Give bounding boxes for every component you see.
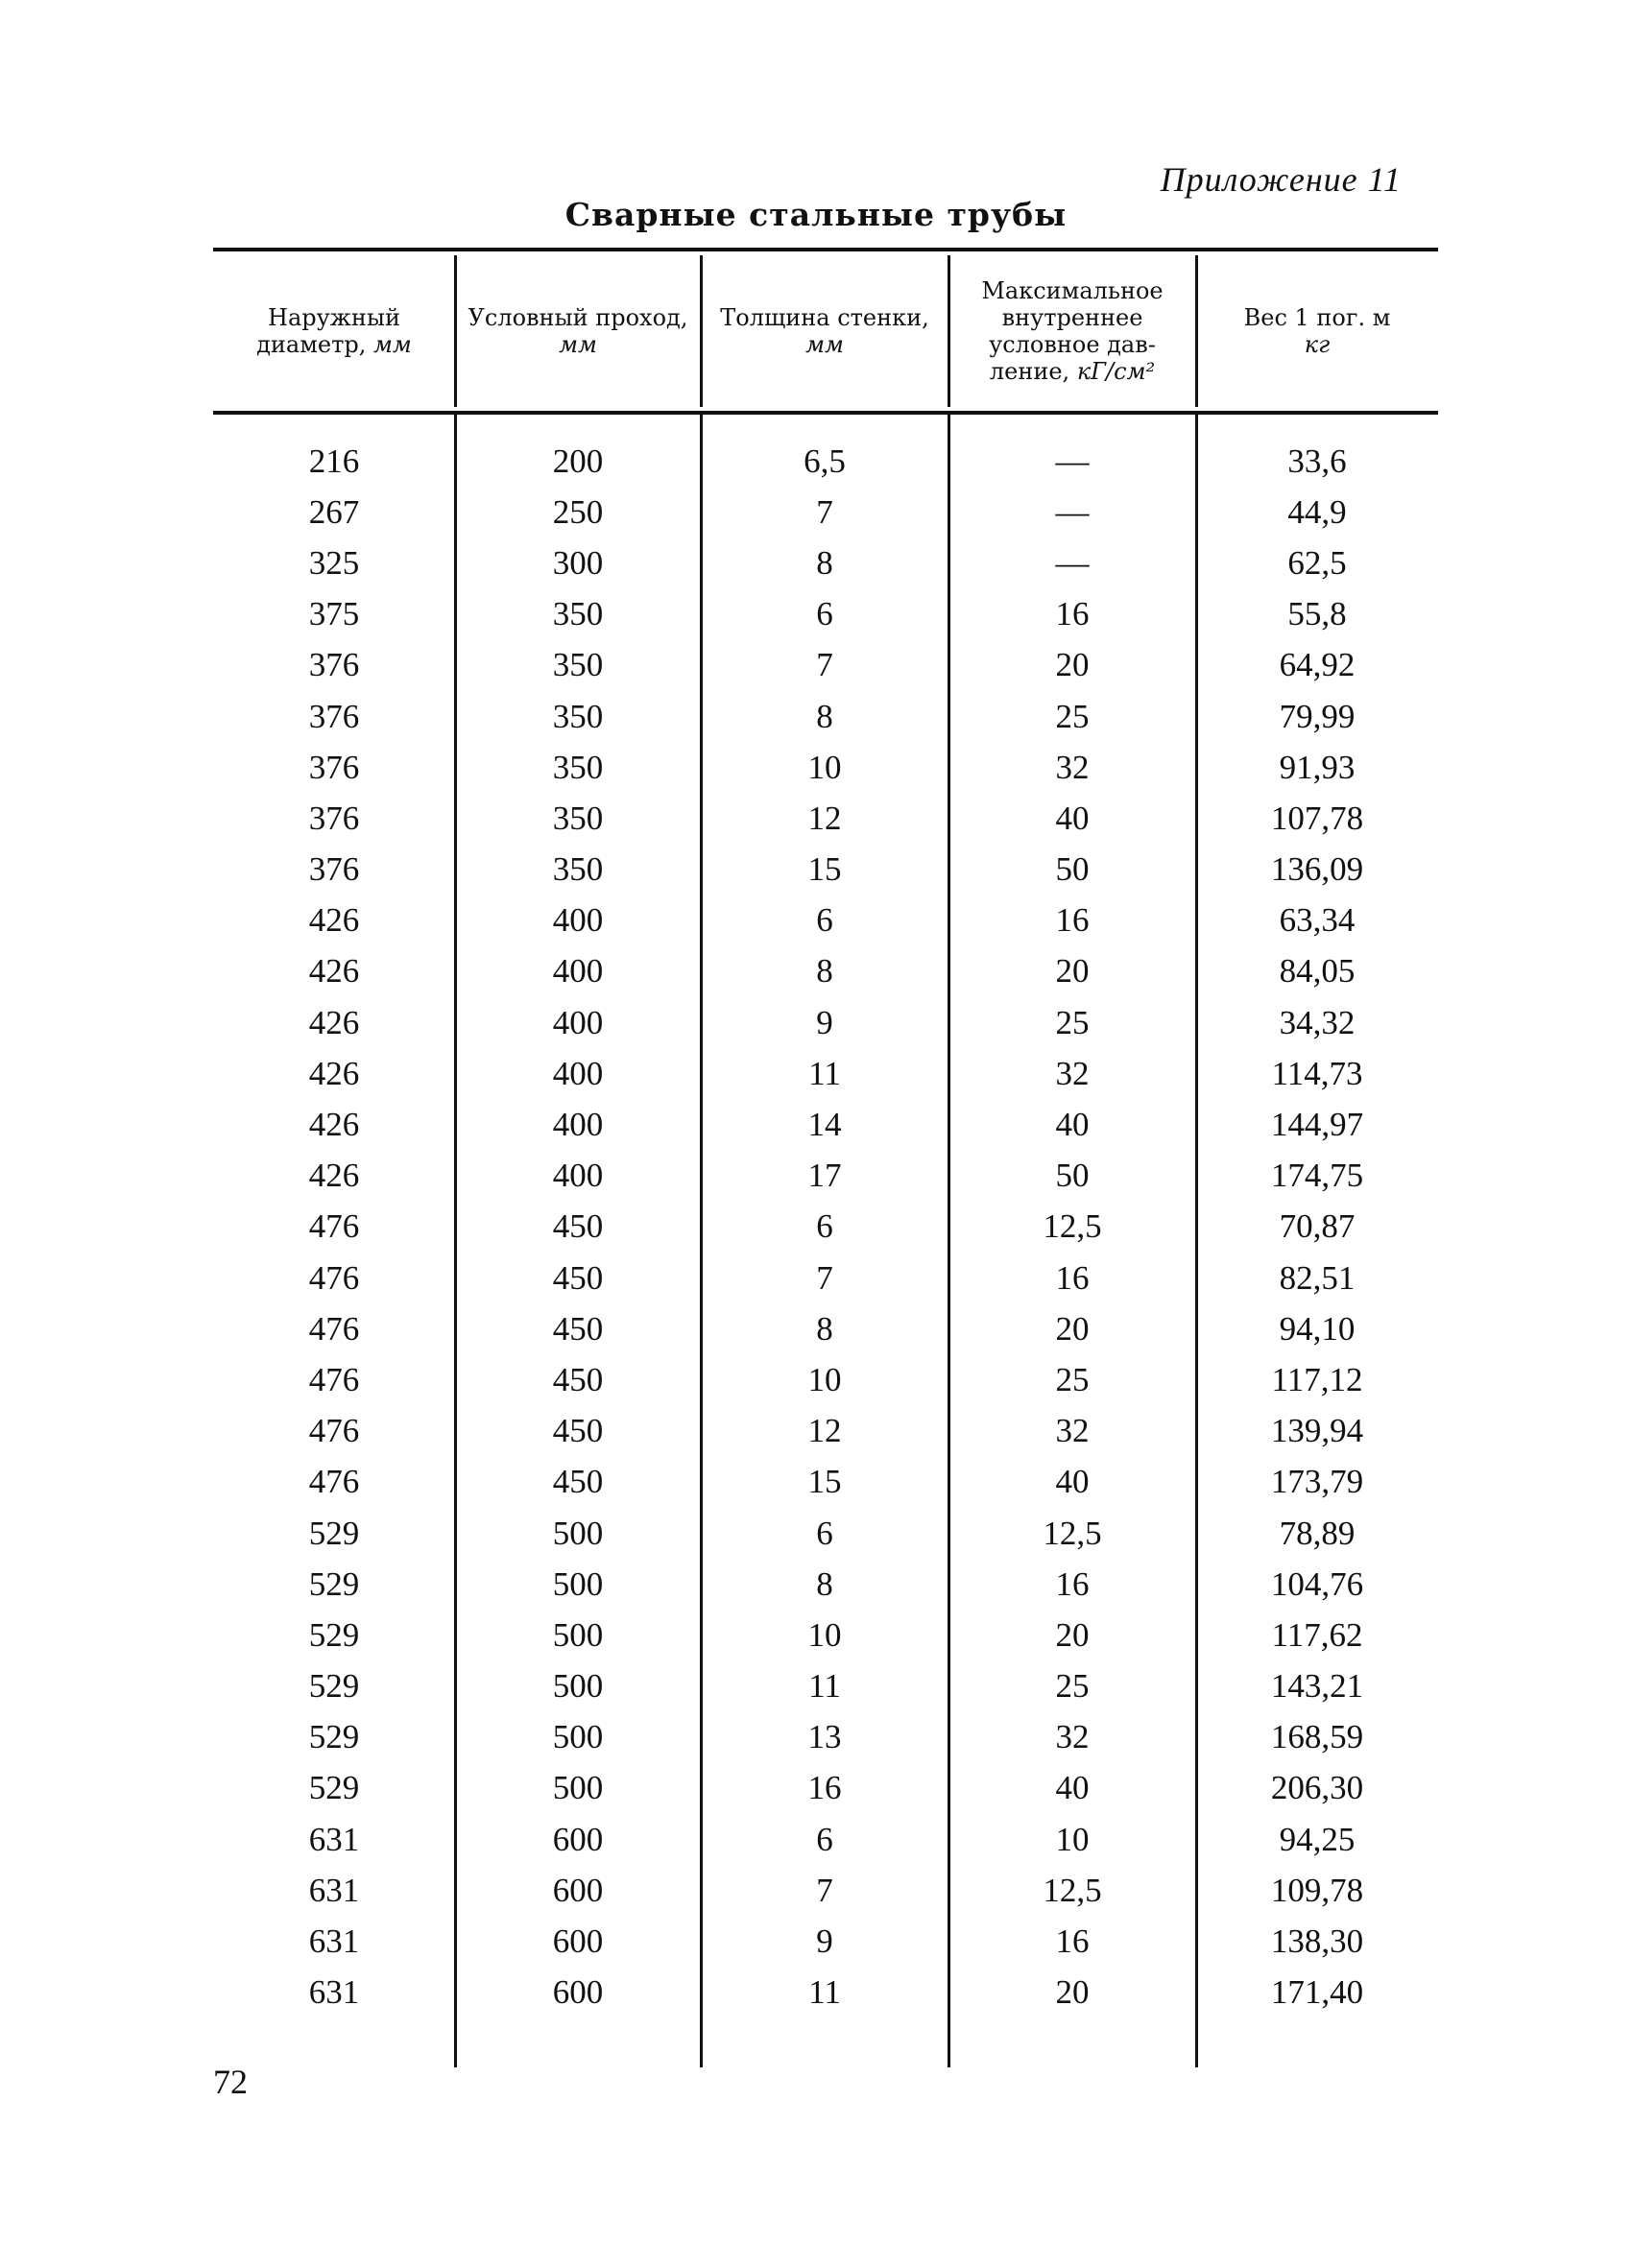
cell-weight: 168,59	[1270, 1718, 1364, 1756]
cell-nominal-bore: 400	[552, 901, 604, 940]
cell-nominal-bore: 450	[552, 1360, 604, 1398]
cell-max-pressure: 20	[1055, 1615, 1090, 1654]
cell-nominal-bore: 600	[552, 1973, 604, 2012]
cell-nominal-bore: 450	[552, 1463, 604, 1501]
cell-nominal-bore: 500	[552, 1718, 604, 1756]
cell-nominal-bore: 450	[552, 1309, 604, 1348]
cell-nominal-bore: 400	[552, 952, 604, 991]
cell-nominal-bore: 350	[552, 697, 604, 735]
cell-max-pressure: 32	[1055, 748, 1090, 786]
cell-weight: 62,5	[1287, 543, 1347, 582]
cell-max-pressure: 32	[1055, 1054, 1090, 1092]
header-column-divider	[454, 255, 457, 407]
cell-max-pressure: 12,5	[1043, 1871, 1102, 1909]
body-column-divider	[1195, 415, 1198, 2067]
cell-wall-thickness: 8	[816, 952, 833, 991]
cell-weight: 94,25	[1279, 1820, 1356, 1858]
cell-max-pressure: 20	[1055, 1973, 1090, 2012]
cell-outer-diameter: 426	[308, 1157, 360, 1195]
cell-wall-thickness: 9	[816, 1003, 833, 1041]
cell-nominal-bore: 400	[552, 1054, 604, 1092]
table-row	[213, 1610, 1438, 1660]
cell-wall-thickness: 6	[816, 595, 833, 633]
cell-nominal-bore: 500	[552, 1564, 604, 1603]
appendix-label: Приложение 11	[1160, 160, 1402, 199]
header-outer-diameter: Наружный диаметр, мм	[256, 304, 412, 358]
table-row	[213, 487, 1438, 537]
table-row	[213, 845, 1438, 895]
cell-max-pressure: —	[1055, 442, 1090, 480]
cell-nominal-bore: 400	[552, 1003, 604, 1041]
cell-nominal-bore: 400	[552, 1106, 604, 1144]
pipe-table	[213, 248, 1438, 2018]
cell-wall-thickness: 16	[807, 1769, 842, 1807]
cell-weight: 114,73	[1271, 1054, 1363, 1092]
cell-outer-diameter: 267	[308, 492, 360, 531]
cell-wall-thickness: 10	[807, 1360, 842, 1398]
cell-weight: 206,30	[1270, 1769, 1364, 1807]
cell-nominal-bore: 600	[552, 1820, 604, 1858]
cell-weight: 63,34	[1279, 901, 1356, 940]
cell-max-pressure: 20	[1055, 952, 1090, 991]
cell-wall-thickness: 11	[808, 1054, 841, 1092]
cell-nominal-bore: 350	[552, 799, 604, 837]
table-row	[213, 997, 1438, 1048]
cell-max-pressure: 40	[1055, 1106, 1090, 1144]
cell-max-pressure: 40	[1055, 1769, 1090, 1807]
cell-max-pressure: 12,5	[1043, 1514, 1102, 1552]
table-row	[213, 640, 1438, 691]
cell-outer-diameter: 426	[308, 952, 360, 991]
cell-outer-diameter: 476	[308, 1258, 360, 1297]
cell-max-pressure: 16	[1055, 901, 1090, 940]
cell-wall-thickness: 7	[816, 646, 833, 684]
cell-max-pressure: 16	[1055, 595, 1090, 633]
cell-max-pressure: 32	[1055, 1412, 1090, 1450]
cell-max-pressure: 10	[1055, 1820, 1090, 1858]
cell-weight: 44,9	[1287, 492, 1347, 531]
table-row	[213, 1508, 1438, 1559]
table-row	[213, 946, 1438, 997]
cell-max-pressure: —	[1055, 492, 1090, 531]
cell-outer-diameter: 476	[308, 1463, 360, 1501]
cell-outer-diameter: 376	[308, 646, 360, 684]
cell-outer-diameter: 529	[308, 1718, 360, 1756]
page-number: 72	[213, 2063, 248, 2101]
cell-nominal-bore: 500	[552, 1667, 604, 1706]
cell-outer-diameter: 529	[308, 1769, 360, 1807]
cell-max-pressure: 25	[1055, 1003, 1090, 1041]
cell-outer-diameter: 631	[308, 1922, 360, 1961]
cell-wall-thickness: 6	[816, 1820, 833, 1858]
table-row	[213, 1865, 1438, 1916]
cell-weight: 144,97	[1270, 1106, 1364, 1144]
cell-nominal-bore: 350	[552, 646, 604, 684]
table-row	[213, 1406, 1438, 1457]
cell-wall-thickness: 10	[807, 1615, 842, 1654]
cell-weight: 104,76	[1270, 1564, 1364, 1603]
cell-weight: 117,62	[1271, 1615, 1363, 1654]
table-row	[213, 742, 1438, 793]
cell-max-pressure: 50	[1055, 850, 1090, 889]
table-body	[213, 415, 1438, 2018]
cell-wall-thickness: 11	[808, 1973, 841, 2012]
table-row	[213, 1814, 1438, 1865]
cell-wall-thickness: 6	[816, 901, 833, 940]
cell-outer-diameter: 376	[308, 697, 360, 735]
cell-max-pressure: 16	[1055, 1564, 1090, 1603]
cell-nominal-bore: 350	[552, 595, 604, 633]
cell-wall-thickness: 15	[807, 850, 842, 889]
table-row	[213, 1099, 1438, 1150]
cell-max-pressure: 25	[1055, 1667, 1090, 1706]
table-header-row	[213, 251, 1438, 411]
table-row	[213, 1202, 1438, 1253]
table-row	[213, 1303, 1438, 1354]
cell-weight: 138,30	[1270, 1922, 1364, 1961]
cell-wall-thickness: 14	[807, 1106, 842, 1144]
cell-weight: 34,32	[1279, 1003, 1356, 1041]
table-row	[213, 1151, 1438, 1202]
cell-outer-diameter: 216	[308, 442, 360, 480]
cell-wall-thickness: 11	[808, 1667, 841, 1706]
cell-weight: 91,93	[1279, 748, 1356, 786]
header-column-divider	[700, 255, 703, 407]
cell-nominal-bore: 600	[552, 1922, 604, 1961]
cell-nominal-bore: 500	[552, 1615, 604, 1654]
cell-wall-thickness: 6	[816, 1514, 833, 1552]
body-column-divider	[700, 415, 703, 2067]
cell-max-pressure: 50	[1055, 1157, 1090, 1195]
cell-wall-thickness: 8	[816, 543, 833, 582]
cell-outer-diameter: 529	[308, 1564, 360, 1603]
cell-outer-diameter: 376	[308, 748, 360, 786]
cell-max-pressure: —	[1055, 543, 1090, 582]
cell-nominal-bore: 350	[552, 748, 604, 786]
cell-weight: 143,21	[1270, 1667, 1364, 1706]
cell-outer-diameter: 426	[308, 1054, 360, 1092]
cell-wall-thickness: 8	[816, 1564, 833, 1603]
cell-nominal-bore: 500	[552, 1769, 604, 1807]
cell-outer-diameter: 529	[308, 1615, 360, 1654]
cell-weight: 33,6	[1287, 442, 1347, 480]
cell-weight: 70,87	[1279, 1207, 1356, 1246]
cell-wall-thickness: 7	[816, 1258, 833, 1297]
table-row	[213, 589, 1438, 640]
cell-max-pressure: 40	[1055, 799, 1090, 837]
cell-wall-thickness: 10	[807, 748, 842, 786]
cell-wall-thickness: 9	[816, 1922, 833, 1961]
cell-outer-diameter: 375	[308, 595, 360, 633]
cell-weight: 107,78	[1270, 799, 1364, 837]
table-row	[213, 691, 1438, 742]
cell-nominal-bore: 600	[552, 1871, 604, 1909]
table-row	[213, 436, 1438, 487]
cell-wall-thickness: 17	[807, 1157, 842, 1195]
header-weight-per-meter: Вес 1 пог. м кг	[1243, 304, 1391, 358]
cell-wall-thickness: 15	[807, 1463, 842, 1501]
cell-outer-diameter: 529	[308, 1667, 360, 1706]
cell-wall-thickness: 6,5	[804, 442, 846, 480]
cell-nominal-bore: 250	[552, 492, 604, 531]
cell-weight: 117,12	[1271, 1360, 1363, 1398]
table-row	[213, 1763, 1438, 1814]
cell-outer-diameter: 426	[308, 1003, 360, 1041]
body-column-divider	[454, 415, 457, 2067]
cell-weight: 136,09	[1270, 850, 1364, 889]
cell-outer-diameter: 631	[308, 1820, 360, 1858]
table-row	[213, 1457, 1438, 1508]
cell-weight: 79,99	[1279, 697, 1356, 735]
cell-max-pressure: 16	[1055, 1922, 1090, 1961]
table-row	[213, 793, 1438, 844]
table-row	[213, 1712, 1438, 1763]
cell-wall-thickness: 6	[816, 1207, 833, 1246]
cell-weight: 94,10	[1279, 1309, 1356, 1348]
header-nominal-bore: Условный проход, мм	[468, 304, 688, 358]
cell-outer-diameter: 426	[308, 901, 360, 940]
header-max-pressure: Максимальное внутреннее условное дав-ление, кГ/см²	[981, 277, 1164, 385]
header-wall-thickness: Толщина стенки, мм	[720, 304, 929, 358]
table-row	[213, 895, 1438, 946]
cell-weight: 174,75	[1270, 1157, 1364, 1195]
cell-weight: 171,40	[1270, 1973, 1364, 2012]
cell-max-pressure: 20	[1055, 646, 1090, 684]
table-row	[213, 1253, 1438, 1303]
cell-outer-diameter: 476	[308, 1207, 360, 1246]
cell-outer-diameter: 325	[308, 543, 360, 582]
table-row	[213, 1661, 1438, 1712]
body-column-divider	[948, 415, 950, 2067]
cell-max-pressure: 25	[1055, 697, 1090, 735]
cell-outer-diameter: 476	[308, 1412, 360, 1450]
cell-outer-diameter: 476	[308, 1309, 360, 1348]
cell-max-pressure: 20	[1055, 1309, 1090, 1348]
cell-weight: 173,79	[1270, 1463, 1364, 1501]
cell-wall-thickness: 12	[807, 1412, 842, 1450]
cell-nominal-bore: 450	[552, 1412, 604, 1450]
cell-outer-diameter: 631	[308, 1973, 360, 2012]
cell-nominal-bore: 500	[552, 1514, 604, 1552]
cell-nominal-bore: 450	[552, 1258, 604, 1297]
table-title: Сварные стальные трубы	[564, 196, 1068, 233]
table-row	[213, 1559, 1438, 1610]
cell-nominal-bore: 400	[552, 1157, 604, 1195]
cell-weight: 64,92	[1279, 646, 1356, 684]
cell-wall-thickness: 7	[816, 492, 833, 531]
cell-nominal-bore: 450	[552, 1207, 604, 1246]
cell-max-pressure: 12,5	[1043, 1207, 1102, 1246]
cell-max-pressure: 25	[1055, 1360, 1090, 1398]
cell-weight: 109,78	[1270, 1871, 1364, 1909]
table-row	[213, 1048, 1438, 1099]
cell-outer-diameter: 476	[308, 1360, 360, 1398]
table-row	[213, 1916, 1438, 1967]
cell-outer-diameter: 376	[308, 799, 360, 837]
table-row	[213, 1354, 1438, 1405]
cell-wall-thickness: 12	[807, 799, 842, 837]
cell-nominal-bore: 300	[552, 543, 604, 582]
cell-outer-diameter: 631	[308, 1871, 360, 1909]
header-column-divider	[1195, 255, 1198, 407]
cell-weight: 78,89	[1279, 1514, 1356, 1552]
cell-max-pressure: 32	[1055, 1718, 1090, 1756]
cell-weight: 55,8	[1287, 595, 1347, 633]
cell-outer-diameter: 529	[308, 1514, 360, 1552]
cell-max-pressure: 16	[1055, 1258, 1090, 1297]
table-row	[213, 1968, 1438, 2018]
cell-weight: 84,05	[1279, 952, 1356, 991]
table-row	[213, 537, 1438, 588]
cell-wall-thickness: 8	[816, 1309, 833, 1348]
cell-weight: 82,51	[1279, 1258, 1356, 1297]
cell-outer-diameter: 376	[308, 850, 360, 889]
cell-wall-thickness: 13	[807, 1718, 842, 1756]
cell-max-pressure: 40	[1055, 1463, 1090, 1501]
cell-wall-thickness: 7	[816, 1871, 833, 1909]
cell-outer-diameter: 426	[308, 1106, 360, 1144]
cell-weight: 139,94	[1270, 1412, 1364, 1450]
header-column-divider	[948, 255, 950, 407]
cell-wall-thickness: 8	[816, 697, 833, 735]
cell-nominal-bore: 200	[552, 442, 604, 480]
cell-nominal-bore: 350	[552, 850, 604, 889]
